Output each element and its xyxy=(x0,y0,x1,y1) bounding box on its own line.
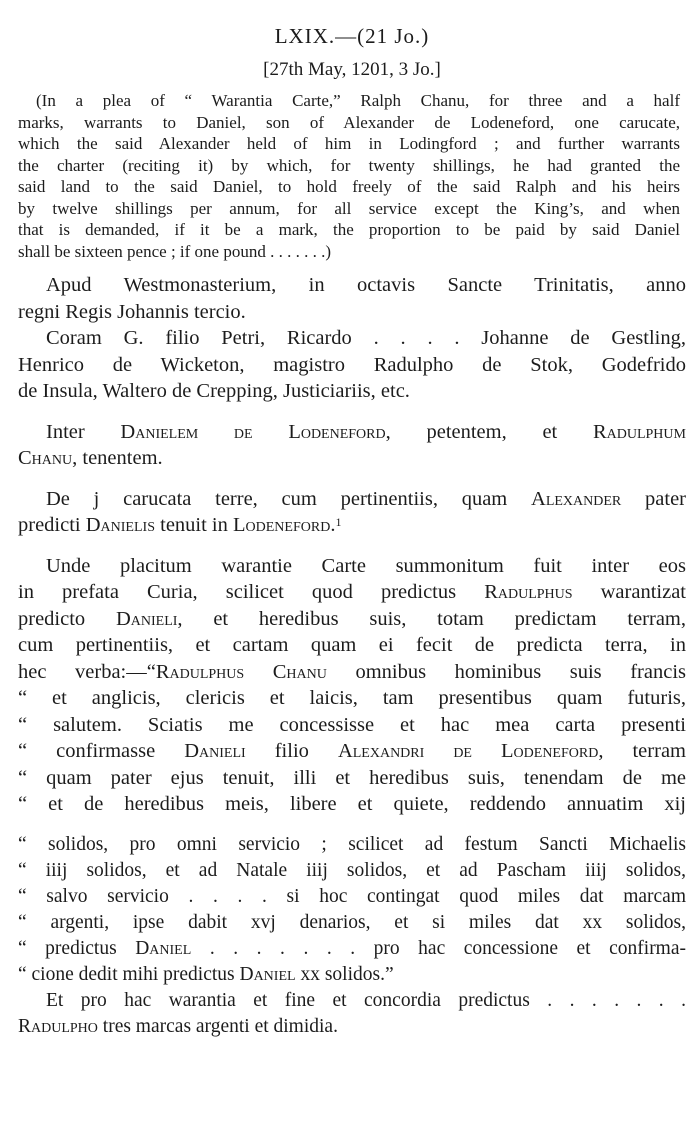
person-name: Danieli xyxy=(184,740,246,762)
place-date-paragraph xyxy=(18,272,686,325)
text-line: Henrico de Wicketon, magistro Radulpho de Stok, Godefrido xyxy=(18,353,686,376)
text-line: “ iiij solidos, et ad Natale iiij solidos, et ad Pascham iiij solidos, xyxy=(18,859,686,881)
text-line: predicti Danielis tenuit in Lodeneford.$^1$ xyxy=(18,514,342,536)
abstract-line: by twelve shillings per annum, for all service except the King’s, and when xyxy=(18,198,680,218)
person-name: Daniel xyxy=(239,963,296,985)
entry-date: [27th May, 1201, 3 Jo.] xyxy=(263,59,441,80)
text-line: “ cione dedit mihi predictus Daniel xx solidos.” xyxy=(18,963,394,985)
text-line: “ argenti, ipse dabit xvj denarios, et si miles dat xx solidos, xyxy=(18,911,686,933)
parties-paragraph xyxy=(18,419,686,472)
text-line: cum pertinentiis, et cartam quam ei fecit de predicta terra, in xyxy=(18,634,686,656)
abstract-line: said land to the said Daniel, to hold freely of the said Ralph and his heirs xyxy=(18,177,680,196)
text-line: Apud Westmonasterium, in octavis Sancte Trinitatis, anno xyxy=(46,274,686,296)
abstract-line: which the said Alexander held of him in Lodingford ; and further warrants xyxy=(18,134,680,153)
abstract-line: marks, warrants to Daniel, son of Alexander de Lodeneford, one carucate, xyxy=(18,112,680,132)
party-name: Danielem de Lodeneford xyxy=(120,420,386,443)
text-line: “ et anglicis, clericis et laicis, tam presentibus quam futuris, xyxy=(18,687,686,709)
text-line: “ solidos, pro omni servicio ; scilicet ad festum Sancti Michaelis xyxy=(18,833,686,855)
person-name: Alexandri de Lodeneford xyxy=(337,740,599,762)
abstract-line: that is demanded, if it be a mark, the proportion to be paid by said Daniel xyxy=(18,220,680,239)
abstract-line: shall be sixteen pence ; if one pound . . . . . . .) xyxy=(18,241,332,261)
text-line: in prefata Curia, scilicet quod predictus Radulphus warantizat xyxy=(18,581,686,603)
person-name: Danielis xyxy=(85,514,155,536)
person-name: Radulphus xyxy=(484,581,573,603)
entry-title: LXIX.—(21 Jo.) xyxy=(274,24,430,48)
text-line: “ confirmasse Danieli filio Alexandri de Lodeneford, terram xyxy=(18,740,686,762)
person-name: Radulpho xyxy=(18,1015,98,1037)
text-line: “ predictus Daniel . . . . . . . pro hac concessione et confirma- xyxy=(18,937,686,959)
text-line: “ salutem. Sciatis me concessisse et hac mea carta presenti xyxy=(18,713,686,736)
party-name: Chanu xyxy=(18,447,73,469)
land-paragraph xyxy=(18,486,686,539)
person-name: Radulphus Chanu xyxy=(155,660,327,683)
place-name: Lodeneford xyxy=(233,514,331,536)
plea-paragraph xyxy=(18,553,686,818)
text-line: hec verba:—“Radulphus Chanu omnibus hominibus suis francis xyxy=(18,660,686,683)
payment-paragraph xyxy=(18,988,686,1040)
party-name: Radulphum xyxy=(592,420,686,443)
text-line: “ et de heredibus meis, libere et quiete, reddendo annuatim xij xyxy=(18,793,686,815)
footnote-marker: 1 xyxy=(335,515,342,529)
person-name: Danieli xyxy=(115,607,178,630)
text-line: “ quam pater ejus tenuit, illi et heredibus suis, tenendam de me xyxy=(18,766,686,789)
person-name: Daniel xyxy=(135,937,192,959)
justices-paragraph xyxy=(18,325,686,405)
text-line: “ salvo servicio . . . . si hoc contingat quod miles dat marcam xyxy=(18,885,686,907)
text-line: Coram G. filio Petri, Ricardo . . . . Johanne de Gestling, xyxy=(46,327,686,349)
text-line: Et pro hac warantia et fine et concordia predictus . . . . . . . xyxy=(46,989,686,1011)
text-line: predicto Danieli, et heredibus suis, totam predictam terram, xyxy=(18,607,686,630)
text-line: Radulpho tres marcas argenti et dimidia. xyxy=(18,1015,338,1037)
person-name: Alexander xyxy=(531,487,622,510)
text-line: De j carucata terre, cum pertinentiis, quam Alexander pater xyxy=(46,487,686,510)
english-abstract xyxy=(18,90,680,262)
text-line: Chanu, tenentem. xyxy=(18,447,163,469)
abstract-line: (In a plea of “ Warantia Carte,” Ralph Chanu, for three and a half xyxy=(36,91,680,110)
charter-continuation xyxy=(18,832,686,988)
text-line: regni Regis Johannis tercio. xyxy=(18,300,246,323)
text-line: Inter Danielem de Lodeneford, petentem, et Radulphum xyxy=(46,420,686,443)
text-line: de Insula, Waltero de Crepping, Justiciariis, etc. xyxy=(18,380,410,402)
text-line: Unde placitum warantie Carte summonitum fuit inter eos xyxy=(46,554,686,577)
abstract-line: the charter (reciting it) by which, for twenty shillings, he had granted the xyxy=(18,155,680,175)
